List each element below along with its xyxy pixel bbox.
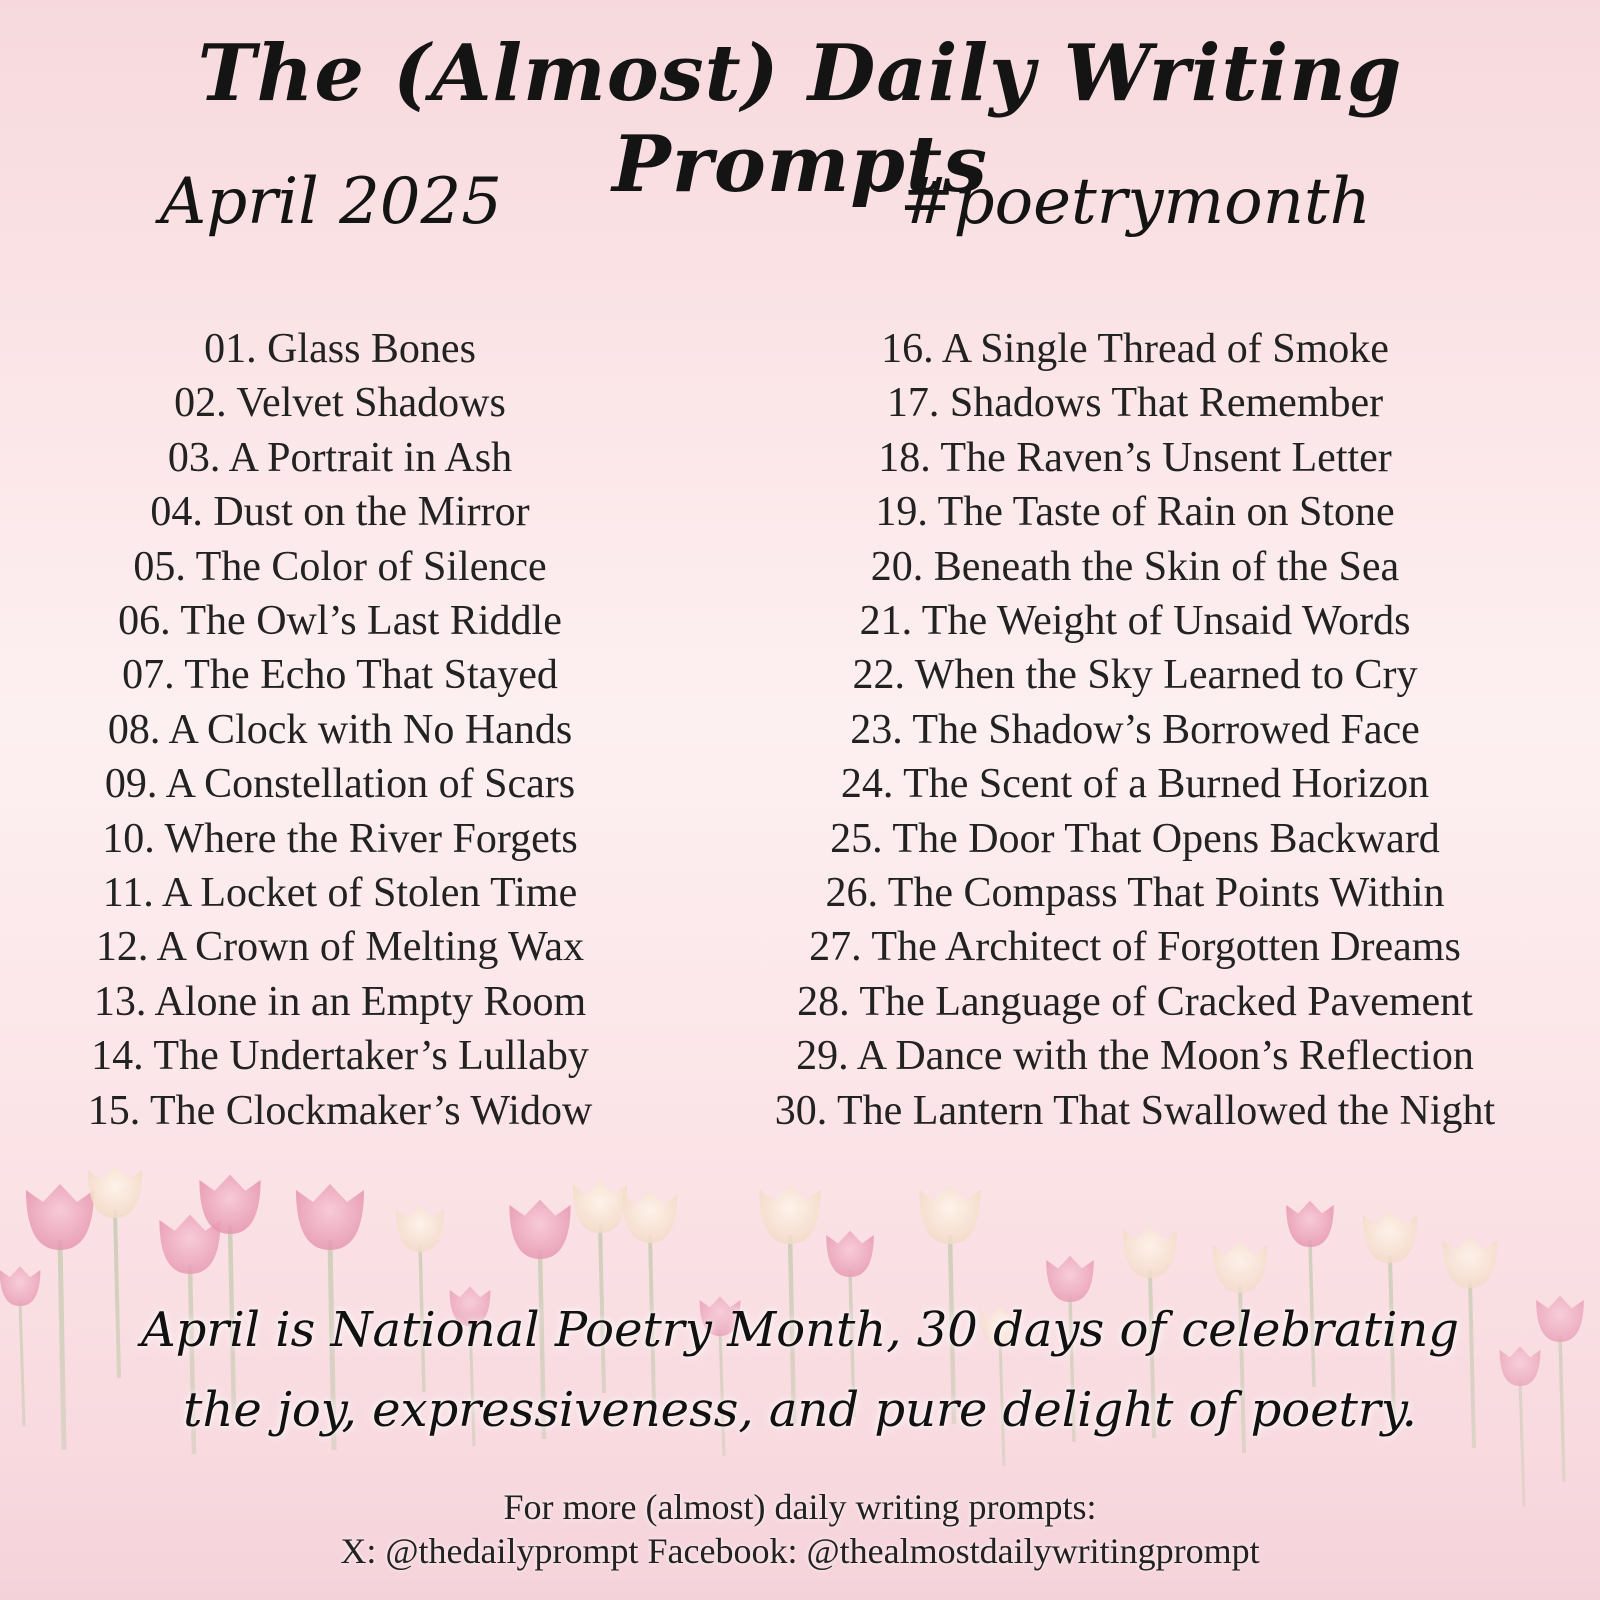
list-item: 15. The Clockmaker’s Widow	[87, 1087, 593, 1134]
list-item: 12. A Crown of Melting Wax	[95, 924, 585, 971]
list-item: 14. The Undertaker’s Lullaby	[91, 1033, 589, 1080]
list-item: 22. When the Sky Learned to Cry	[852, 652, 1418, 699]
list-item: 01. Glass Bones	[204, 326, 476, 372]
social-footer	[0, 1485, 1600, 1573]
list-item: 06. The Owl’s Last Riddle	[118, 598, 562, 645]
list-item: 13. Alone in an Empty Room	[93, 978, 587, 1025]
list-item: 08. A Clock with No Hands	[107, 706, 573, 753]
list-item: 18. The Raven’s Unsent Letter	[878, 434, 1392, 481]
list-item: 19. The Taste of Rain on Stone	[875, 489, 1395, 536]
list-item: 11. A Locket of Stolen Time	[102, 870, 578, 917]
month-heading: April 2025	[160, 165, 502, 239]
tagline-line-2: the joy, expressiveness, and pure delight of poetry.	[183, 1382, 1417, 1438]
list-item: 29. A Dance with the Moon’s Reflection	[796, 1033, 1474, 1080]
list-item: 05. The Color of Silence	[133, 543, 547, 590]
list-item: 28. The Language of Cracked Pavement	[797, 978, 1473, 1025]
list-item: 09. A Constellation of Scars	[104, 761, 576, 808]
page-title: The (Almost) Daily Writing Prompts	[197, 28, 1403, 210]
tagline-line-1: April is National Poetry Month, 30 days of celebrating	[140, 1302, 1459, 1358]
list-item: 03. A Portrait in Ash	[167, 434, 513, 481]
poetry-month-tagline	[0, 1290, 1600, 1450]
list-item: 21. The Weight of Unsaid Words	[859, 598, 1411, 645]
list-item: 30. The Lantern That Swallowed the Night	[774, 1087, 1496, 1134]
prompt-list-left	[30, 322, 650, 1138]
list-item: 20. Beneath the Skin of the Sea	[870, 543, 1400, 590]
footer-social-handles: X: @thedailyprompt Facebook: @thealmostdailywritingprompt	[340, 1531, 1260, 1571]
list-item: 25. The Door That Opens Backward	[830, 815, 1440, 862]
footer-line-1: For more (almost) daily writing prompts:	[503, 1487, 1097, 1527]
list-item: 07. The Echo That Stayed	[122, 652, 558, 699]
list-item: 27. The Architect of Forgotten Dreams	[809, 924, 1461, 971]
list-item: 24. The Scent of a Burned Horizon	[840, 761, 1430, 808]
list-item: 23. The Shadow’s Borrowed Face	[850, 706, 1420, 753]
list-item: 17. Shadows That Remember	[886, 380, 1384, 427]
list-item: 04. Dust on the Mirror	[150, 489, 530, 536]
list-item: 26. The Compass That Points Within	[825, 870, 1445, 917]
hashtag-heading: #poetrymonth	[900, 165, 1371, 239]
prompt-list-right	[700, 322, 1570, 1138]
list-item: 02. Velvet Shadows	[174, 380, 506, 427]
list-item: 10. Where the River Forgets	[102, 815, 578, 862]
list-item: 16. A Single Thread of Smoke	[881, 326, 1389, 372]
